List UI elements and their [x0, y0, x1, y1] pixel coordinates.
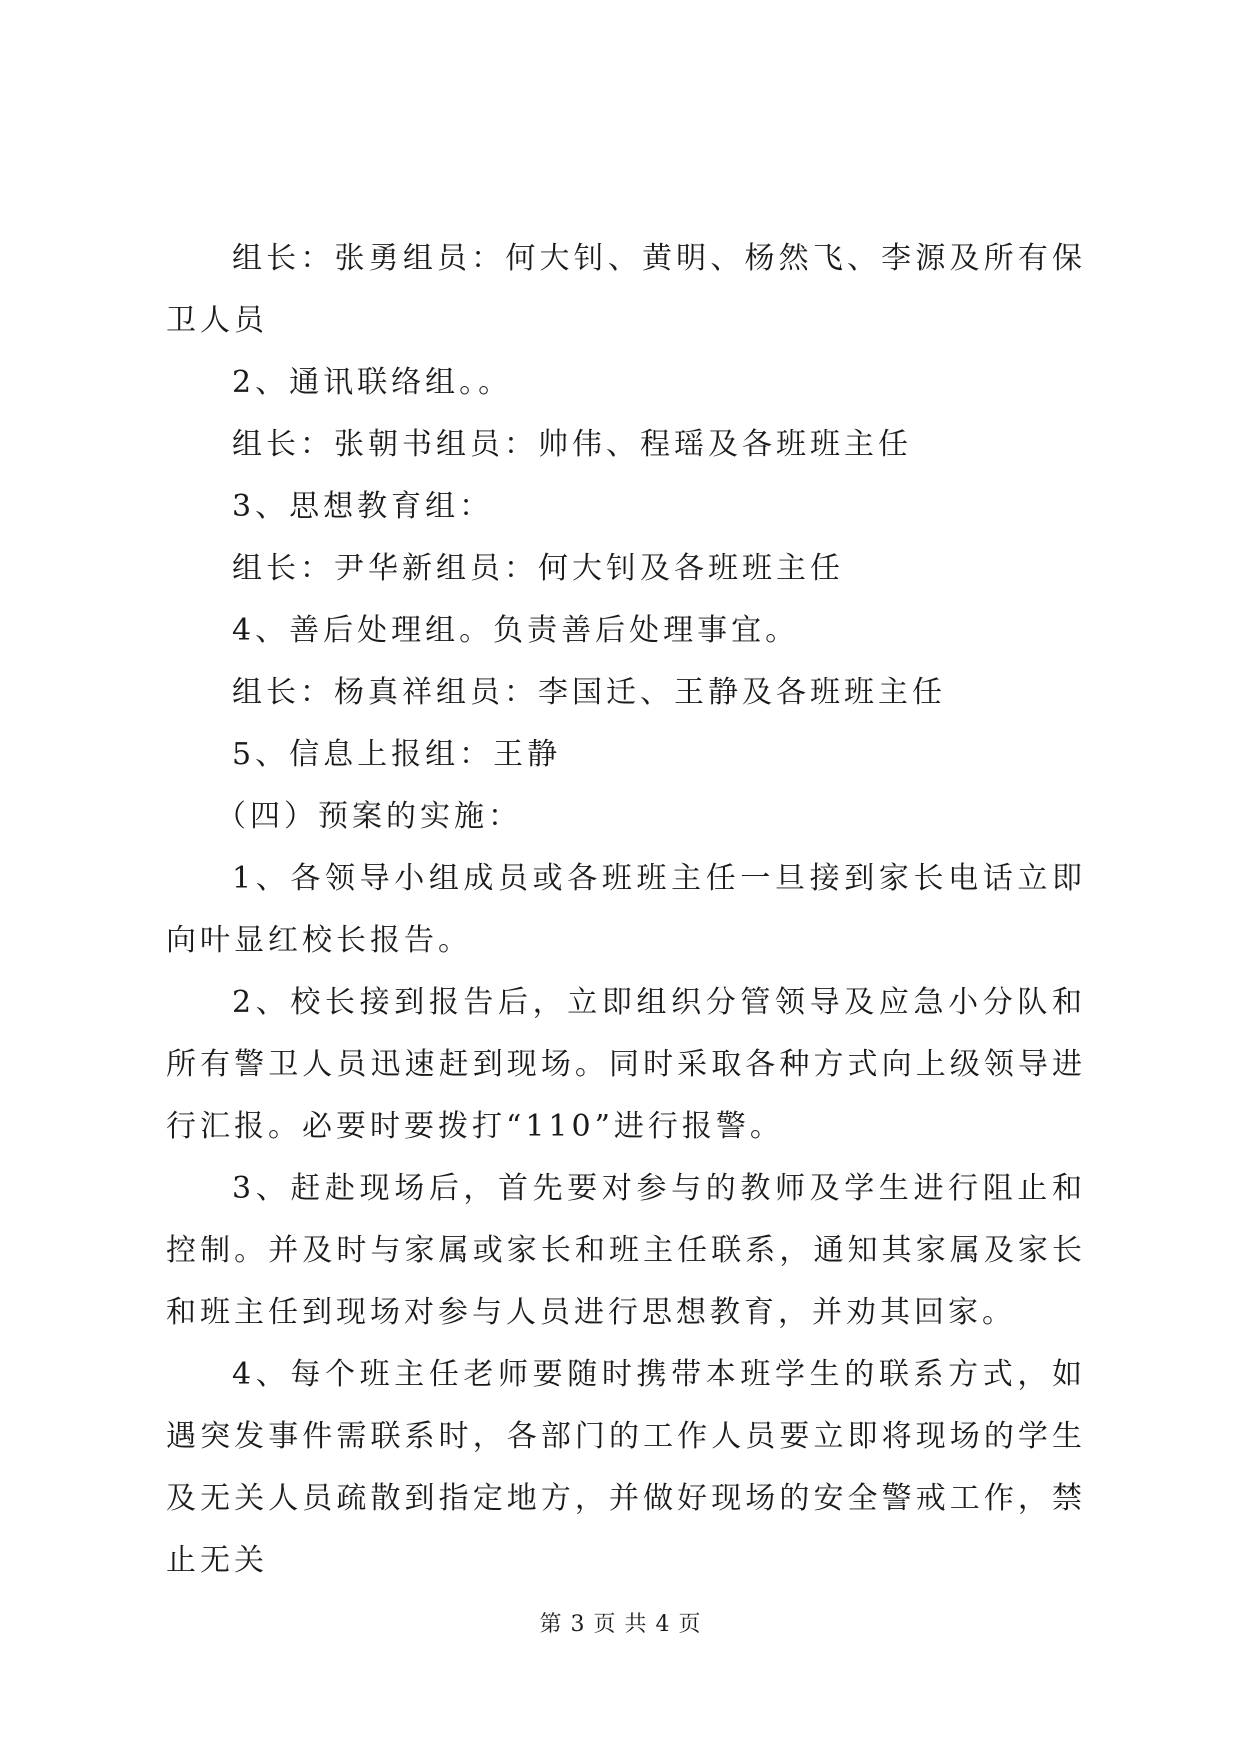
- paragraph-aftermath-group-members: 组长：杨真祥组员：李国迁、王静及各班班主任: [232, 675, 946, 710]
- paragraph-report-group: 5、信息上报组：王静: [232, 737, 562, 772]
- paragraph-step-1: 1、各领导小组成员或各班班主任一旦接到家长电话立即向叶显红校长报告。: [166, 861, 1086, 958]
- document-body: [166, 228, 1086, 1592]
- paragraph-security-group-members: 组长：张勇组员：何大钊、黄明、杨然飞、李源及所有保卫人员: [166, 241, 1086, 338]
- paragraph-communication-group: 2、通讯联络组。。: [232, 365, 513, 400]
- paragraph-step-3: 3、赶赴现场后，首先要对参与的教师及学生进行阻止和控制。并及时与家属或家长和班主任联系，通知其家属及家长和班主任到现场对参与人员进行思想教育，并劝其回家。: [166, 1171, 1086, 1330]
- paragraph-education-group-members: 组长：尹华新组员：何大钊及各班班主任: [232, 551, 844, 586]
- page-footer: 第 3 页 共 4 页: [539, 1612, 702, 1637]
- paragraph-step-2: 2、校长接到报告后，立即组织分管领导及应急小分队和所有警卫人员迅速赶到现场。同时采取各种方式向上级领导进行汇报。必要时要拨打“110”进行报警。: [166, 985, 1086, 1144]
- paragraph-step-4: 4、每个班主任老师要随时携带本班学生的联系方式，如遇突发事件需联系时，各部门的工作人员要立即将现场的学生及无关人员疏散到指定地方，并做好现场的安全警戒工作，禁止无关: [166, 1357, 1086, 1578]
- paragraph-education-group: 3、思想教育组：: [232, 489, 494, 524]
- paragraph-aftermath-group: 4、善后处理组。负责善后处理事宜。: [232, 613, 800, 648]
- paragraph-communication-group-members: 组长：张朝书组员：帅伟、程瑶及各班班主任: [232, 427, 912, 462]
- section-heading-implementation: （四）预案的实施：: [216, 799, 522, 834]
